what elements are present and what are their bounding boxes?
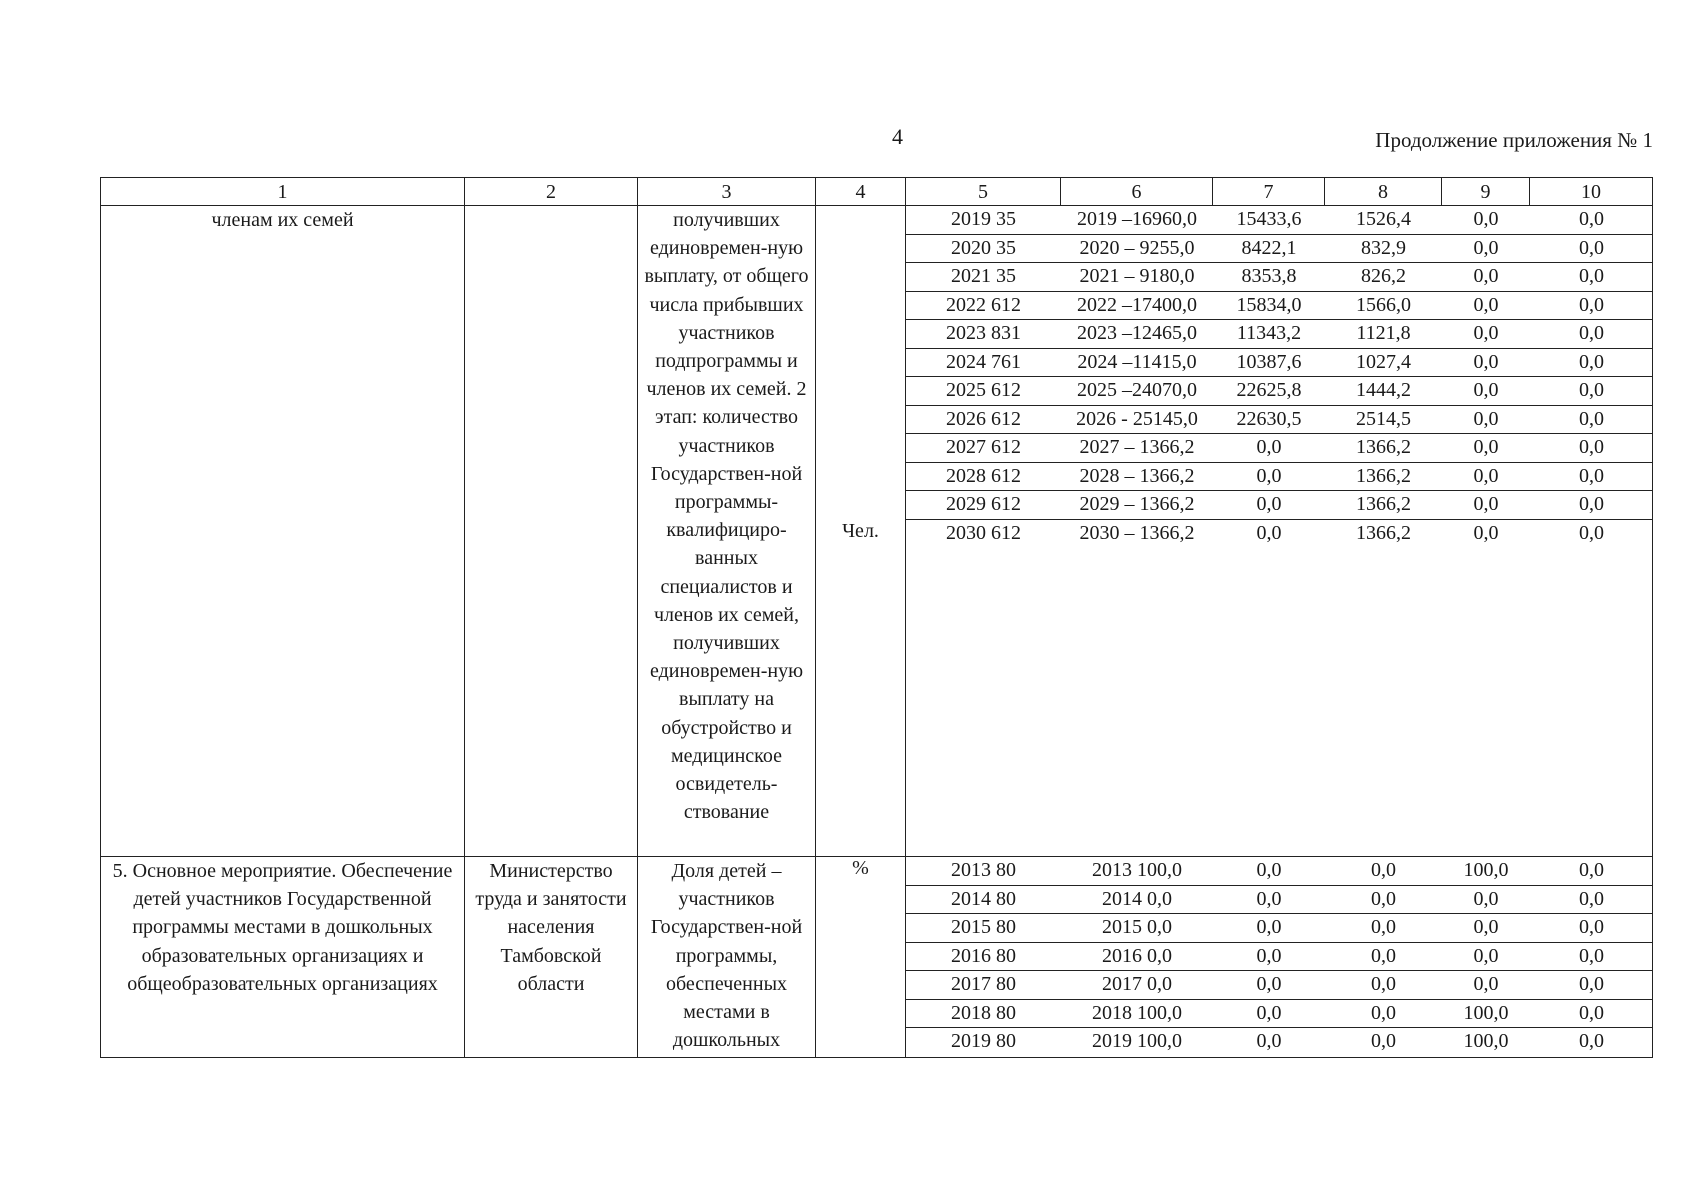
unit-label: % [852, 857, 869, 879]
unit-cell [816, 206, 906, 857]
column-header: 8 [1325, 178, 1442, 206]
value-cell: 100,0 [1442, 857, 1530, 885]
year-row [906, 320, 1653, 349]
value-cell: 826,2 [1325, 263, 1442, 292]
value-cell: 0,0 [1442, 206, 1530, 234]
value-cell: 1566,0 [1325, 291, 1442, 320]
value-cell: 2021 35 [906, 263, 1061, 292]
value-cell: 0,0 [1530, 885, 1653, 914]
value-cell: 2015 0,0 [1061, 914, 1213, 943]
value-cell: 0,0 [1442, 914, 1530, 943]
value-cell: 2018 100,0 [1061, 999, 1213, 1028]
measure-name: членам их семей [211, 209, 354, 231]
value-cell: 2514,5 [1325, 405, 1442, 434]
value-cell: 2016 80 [906, 942, 1061, 971]
value-cell: 0,0 [1213, 914, 1325, 943]
value-cell: 1366,2 [1325, 434, 1442, 463]
column-header: 4 [816, 178, 906, 206]
value-cell: 0,0 [1325, 971, 1442, 1000]
value-cell: 2016 0,0 [1061, 942, 1213, 971]
value-cell: 832,9 [1325, 234, 1442, 263]
value-cell: 0,0 [1325, 999, 1442, 1028]
value-cell: 0,0 [1579, 521, 1604, 544]
value-cell: 0,0 [1442, 462, 1530, 491]
value-cell: 1121,8 [1325, 320, 1442, 349]
value-cell: 2015 80 [906, 914, 1061, 943]
value-cell: 1366,2 [1325, 491, 1442, 520]
value-cell: 0,0 [1442, 348, 1530, 377]
column-header: 7 [1213, 178, 1325, 206]
value-cell: 10387,6 [1213, 348, 1325, 377]
year-row [906, 377, 1653, 406]
value-cell: 2029 612 [906, 491, 1061, 520]
value-cell: 0,0 [1213, 999, 1325, 1028]
value-cell: 0,0 [1442, 234, 1530, 263]
column-header: 6 [1061, 178, 1213, 206]
value-cell: 0,0 [1325, 914, 1442, 943]
value-cell: 0,0 [1442, 942, 1530, 971]
value-cell: 0,0 [1442, 491, 1530, 520]
year-row [906, 1028, 1653, 1056]
value-cell: 0,0 [1530, 434, 1653, 463]
value-cell: 2019 –16960,0 [1061, 206, 1213, 234]
value-cell: 0,0 [1530, 857, 1653, 885]
value-cell: 1027,4 [1325, 348, 1442, 377]
value-cell: 0,0 [1325, 942, 1442, 971]
value-cell: 0,0 [1213, 491, 1325, 520]
executor-cell [465, 857, 638, 1058]
value-cell: 2017 0,0 [1061, 971, 1213, 1000]
column-header: 10 [1530, 178, 1653, 206]
value-cell: 0,0 [1213, 971, 1325, 1000]
value-cell: 2022 –17400,0 [1061, 291, 1213, 320]
value-cell: 0,0 [1530, 348, 1653, 377]
value-cell: 2026 612 [906, 405, 1061, 434]
value-cell: 0,0 [1325, 885, 1442, 914]
column-header: 2 [465, 178, 638, 206]
value-cell: 0,0 [1530, 942, 1653, 971]
column-header: 9 [1442, 178, 1530, 206]
measure-name: 5. Основное мероприятие. Обеспечение детей участников Государственной программы местами в дошкольных образовательных организациях и общеобразовательных организациях [112, 860, 453, 995]
value-cell: 0,0 [1442, 291, 1530, 320]
yearly-values-grid [906, 857, 1653, 1056]
year-row [906, 434, 1653, 463]
value-cell: 0,0 [1530, 405, 1653, 434]
indicator-text: получивших единовремен-ную выплату, от общего числа прибывших участников подпрограммы и членов их семей. 2 этап: количество участников Государствен-ной программы-квалифициро-ванных специалистов и членов их семей, получивших единовремен-ную выплату на обустройство и медицинское освидетель-ствование [644, 209, 809, 824]
yearly-values [906, 857, 1653, 1058]
value-cell: 11343,2 [1213, 320, 1325, 349]
value-cell: 2030 – 1366,2 [1079, 521, 1195, 544]
value-cell: 15834,0 [1213, 291, 1325, 320]
value-cell: 15433,6 [1213, 206, 1325, 234]
value-cell: 2027 612 [906, 434, 1061, 463]
value-cell: 8353,8 [1213, 263, 1325, 292]
value-cell: 0,0 [1530, 377, 1653, 406]
value-cell: 0,0 [1213, 857, 1325, 885]
value-cell: 0,0 [1256, 1030, 1282, 1053]
value-cell: 2023 –12465,0 [1061, 320, 1213, 349]
value-cell: 0,0 [1530, 206, 1653, 234]
value-cell: 0,0 [1325, 857, 1442, 885]
year-row [906, 999, 1653, 1028]
value-cell: 100,0 [1442, 999, 1530, 1028]
value-cell: 2028 612 [906, 462, 1061, 491]
indicator-cell [638, 857, 816, 1058]
value-cell: 0,0 [1530, 491, 1653, 520]
value-cell: 2020 35 [906, 234, 1061, 263]
year-row [906, 519, 1653, 547]
value-cell: 2029 – 1366,2 [1061, 491, 1213, 520]
value-cell: 2022 612 [906, 291, 1061, 320]
executor-cell [465, 206, 638, 857]
year-row [906, 206, 1653, 234]
value-cell: 0,0 [1473, 521, 1499, 544]
value-cell: 2027 – 1366,2 [1061, 434, 1213, 463]
value-cell: 2020 – 9255,0 [1061, 234, 1213, 263]
value-cell: 0,0 [1530, 291, 1653, 320]
value-cell: 0,0 [1371, 1030, 1396, 1053]
value-cell: 2019 35 [906, 206, 1061, 234]
value-cell: 0,0 [1530, 914, 1653, 943]
value-cell: 2028 – 1366,2 [1061, 462, 1213, 491]
value-cell: 2021 – 9180,0 [1061, 263, 1213, 292]
column-header: 3 [638, 178, 816, 206]
value-cell: 0,0 [1530, 971, 1653, 1000]
value-cell: 1444,2 [1325, 377, 1442, 406]
value-cell: 2014 0,0 [1061, 885, 1213, 914]
year-row [906, 914, 1653, 943]
indicator-text: Доля детей – участников Государствен-ной программы, обеспеченных местами в дошкольных [650, 860, 803, 1052]
value-cell: 0,0 [1442, 377, 1530, 406]
yearly-values-grid [906, 206, 1653, 547]
column-header: 5 [906, 178, 1061, 206]
value-cell: 0,0 [1442, 405, 1530, 434]
value-cell: 2013 100,0 [1061, 857, 1213, 885]
value-cell: 0,0 [1213, 942, 1325, 971]
value-cell: 0,0 [1530, 234, 1653, 263]
year-row [906, 942, 1653, 971]
value-cell: 1366,2 [1356, 521, 1411, 544]
value-cell: 2026 - 25145,0 [1061, 405, 1213, 434]
value-cell: 2019 100,0 [1092, 1030, 1182, 1053]
year-row [906, 885, 1653, 914]
value-cell: 0,0 [1530, 320, 1653, 349]
value-cell: 2030 612 [946, 521, 1021, 544]
year-row [906, 491, 1653, 520]
value-cell: 2024 761 [906, 348, 1061, 377]
measure-name-cell [101, 206, 465, 857]
value-cell: 0,0 [1256, 521, 1282, 544]
value-cell: 0,0 [1442, 320, 1530, 349]
page-number: 4 [892, 124, 903, 149]
value-cell: 0,0 [1530, 263, 1653, 292]
value-cell: 0,0 [1579, 1030, 1604, 1053]
year-row [906, 263, 1653, 292]
value-cell: 0,0 [1213, 462, 1325, 491]
value-cell: 0,0 [1213, 885, 1325, 914]
value-cell: 22630,5 [1213, 405, 1325, 434]
year-row [906, 291, 1653, 320]
value-cell: 2017 80 [906, 971, 1061, 1000]
value-cell: 0,0 [1442, 885, 1530, 914]
appendix-table [100, 177, 1653, 1058]
year-row [906, 405, 1653, 434]
value-cell: 2024 –11415,0 [1061, 348, 1213, 377]
value-cell: 2018 80 [906, 999, 1061, 1028]
value-cell: 1366,2 [1325, 462, 1442, 491]
yearly-values [906, 206, 1653, 857]
value-cell: 1526,4 [1325, 206, 1442, 234]
measure-name-cell [101, 857, 465, 1058]
value-cell: 100,0 [1463, 1030, 1509, 1053]
unit-label: Чел. [842, 519, 879, 542]
value-cell: 2014 80 [906, 885, 1061, 914]
column-number-header [101, 178, 1653, 206]
value-cell: 2025 612 [906, 377, 1061, 406]
value-cell: 0,0 [1442, 434, 1530, 463]
column-header: 1 [101, 178, 465, 206]
value-cell: 22625,8 [1213, 377, 1325, 406]
value-cell: 0,0 [1442, 263, 1530, 292]
value-cell: 2025 –24070,0 [1061, 377, 1213, 406]
value-cell: 0,0 [1442, 971, 1530, 1000]
value-cell: 2013 80 [906, 857, 1061, 885]
appendix-continuation-note: Продолжение приложения № 1 [1375, 128, 1653, 152]
indicator-cell [638, 206, 816, 857]
value-cell: 8422,1 [1213, 234, 1325, 263]
table-row [101, 857, 1653, 1058]
year-row [906, 971, 1653, 1000]
value-cell: 2023 831 [906, 320, 1061, 349]
year-row [906, 234, 1653, 263]
value-cell: 0,0 [1530, 999, 1653, 1028]
unit-cell [816, 857, 906, 1058]
executor-name: Министерство труда и занятости населения Тамбовской области [475, 860, 627, 995]
year-row [906, 348, 1653, 377]
value-cell: 0,0 [1213, 434, 1325, 463]
year-row [906, 462, 1653, 491]
value-cell: 0,0 [1530, 462, 1653, 491]
table-row [101, 206, 1653, 857]
value-cell: 2019 80 [951, 1030, 1016, 1053]
year-row [906, 857, 1653, 885]
